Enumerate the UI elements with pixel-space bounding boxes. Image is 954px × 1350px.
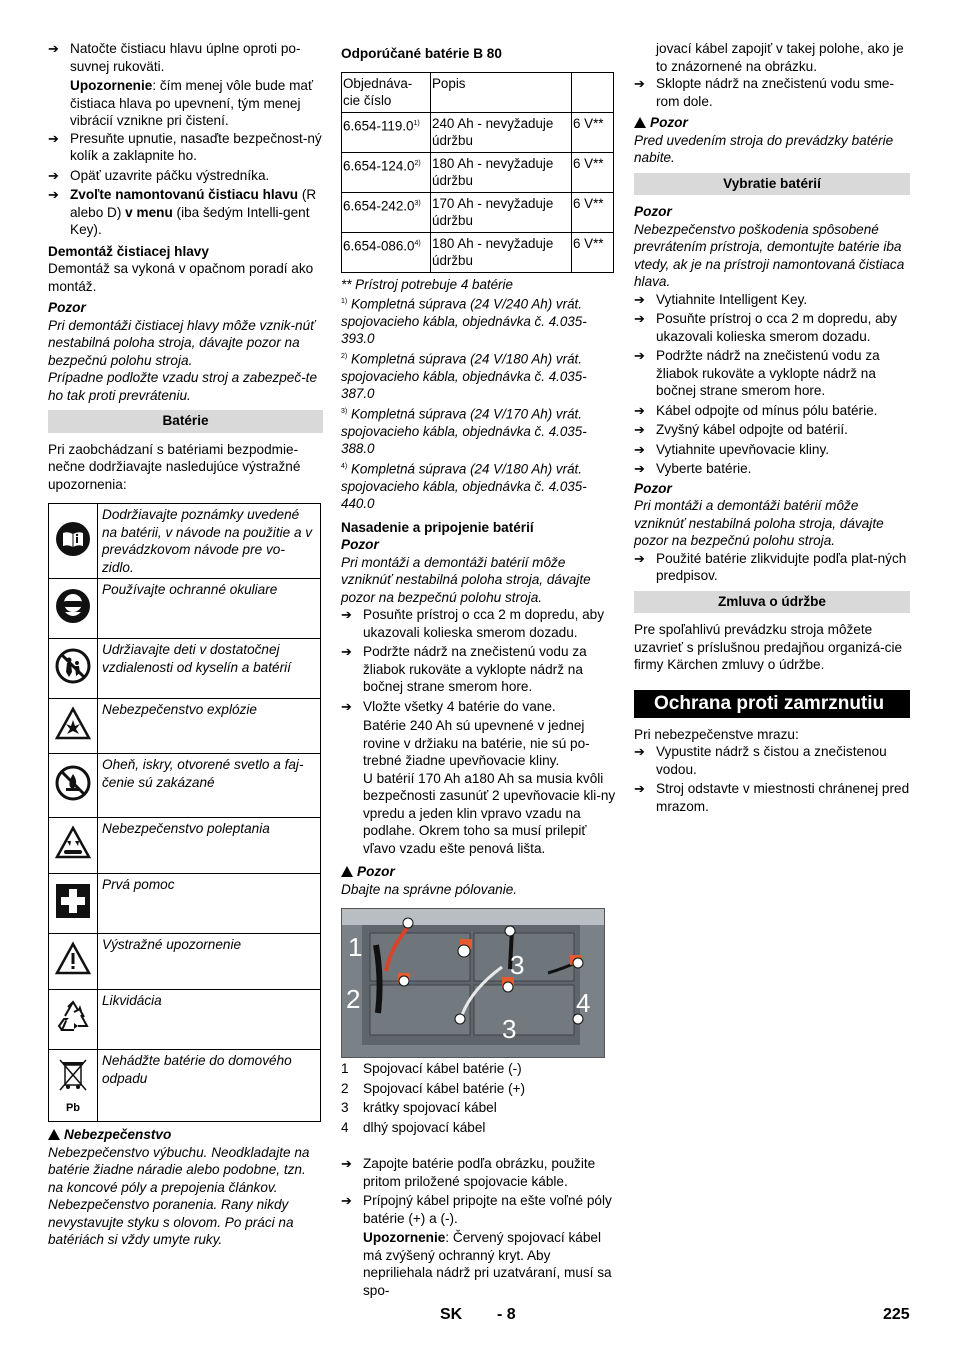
footer-page-number: 225: [883, 1306, 910, 1323]
warning-text: Udržiavajte deti v dostatočnej vzdialenosti od kyselín a batérií: [98, 639, 321, 699]
step: ➔ Použité batérie zlikvidujte podľa plat-ných predpisov.: [634, 550, 907, 583]
paragraph: Pre spoľahlivú prevádzku stroja môžete uzavrieť s príslušnou predajňou organizá-cie firmy Kärchen zmluvy o údržbe.: [634, 622, 903, 672]
section-heading: Odporúčané batérie B 80: [341, 46, 502, 61]
footnote: ** Prístroj potrebuje 4 batérie: [341, 276, 513, 292]
warning-row: [49, 874, 321, 934]
caution-text: Pred uvedením stroja do prevádzky batérie nabite.: [634, 132, 894, 165]
arrow-icon: ➔: [634, 422, 645, 437]
caution-text: Pri montáži a demontáži batérií môže vzniknúť nestabilná poloha stroja, dávajte pozor na bezpečnú polohu stroja.: [634, 498, 884, 548]
manual-icon: [49, 504, 98, 579]
warning-row: [49, 504, 321, 579]
footnote: $^{3)}$ Kompletná súprava (24 V/170 Ah) vrát. spojovacieho kábla, objednávka č. 4.035-388.0: [341, 406, 587, 457]
step: ➔ Prípojný kábel pripojte na ešte voľné póly batérie (+) a (-).: [341, 1193, 612, 1226]
caution-label: Pozor: [634, 480, 672, 496]
legend-item: 2 Spojovací kábel batérie (+): [341, 1080, 526, 1096]
warning-text: Nebezpečenstvo explózie: [98, 699, 321, 754]
section-bar-maintenance: Zmluva o údržbe: [634, 591, 910, 614]
step: ➔ Vyberte batérie.: [634, 461, 752, 476]
step: ➔ Podržte nádrž na znečistenú vodu za žliabok rukoväte a vyklopte nádrž na bočnej strane smerom hore.: [634, 348, 880, 398]
section-bar-batteries: Batérie: [48, 410, 323, 433]
note: Upozornenie: Červený spojovací kábel má zvýšený ochranný kryt. Aby nepriliehala nádrž pri uzatváraní, musí sa spo-: [363, 1230, 612, 1298]
column-3: [634, 40, 910, 817]
arrow-icon: ➔: [341, 698, 352, 714]
table-cell: 6.654-119.0$^{1)}$: [342, 112, 431, 152]
photo-label-3: 3: [510, 950, 525, 981]
arrow-icon: ➔: [634, 550, 645, 566]
step: ➔ Zapojte batérie podľa obrázku, použite pritom priložené spojovacie káble.: [341, 1156, 596, 1189]
caution-text: Prípadne podložte vzadu stroj a zabezpeč-te ho tak proti prevráteniu.: [48, 370, 318, 403]
arrow-icon: ➔: [48, 130, 59, 146]
warning-text: Nehádžte batérie do domového odpadu: [98, 1050, 321, 1122]
step: ➔ Posuňte prístroj o cca 2 m dopredu, aby ukazovali kolieska smerom dozadu.: [341, 607, 605, 640]
table-cell: 170 Ah - nevyžaduje údržbu: [431, 192, 572, 232]
warning-icon: [49, 934, 98, 990]
table-cell: 6 V**: [572, 232, 614, 272]
battery-photo: [341, 908, 605, 1058]
warning-row: [49, 934, 321, 990]
acid-burn-icon: [49, 818, 98, 874]
paragraph: jovací kábel zapojiť v takej polohe, ako je to znázornené na obrázku.: [656, 41, 904, 74]
step: ➔ Opäť uzavrite páčku výstredníka.: [48, 167, 270, 183]
table-cell: 6.654-086.0$^{4)}$: [342, 232, 431, 272]
warning-row: [49, 579, 321, 639]
table-row: [342, 192, 614, 232]
paragraph: Pri nebezpečenstve mrazu:: [634, 726, 799, 742]
table-header-cell: Popis: [431, 72, 572, 112]
table-cell: 180 Ah - nevyžaduje údržbu: [431, 152, 572, 192]
warning-row: [49, 1050, 321, 1122]
caution-label: Pozor: [634, 204, 672, 219]
footer-language: SK: [440, 1306, 463, 1323]
caution-text: Nebezpečenstvo poškodenia spôsobené prevrátením prístroja, demontujte batérie iba vtedy, ak je na prístroji namontovaná čistiaca hlava.: [634, 221, 905, 289]
column-2: [341, 40, 616, 1299]
table-header-cell: [572, 72, 614, 112]
lead-symbol-label: Pb: [65, 1101, 81, 1114]
warning-text: Oheň, iskry, otvorené svetlo a faj-čenie sú zakázané: [98, 754, 321, 818]
chapter-heading: Ochrana proti zamrznutiu: [634, 690, 910, 718]
battery-warnings-table: [48, 503, 321, 1122]
step: ➔ Sklopte nádrž na znečistenú vodu sme-rom dole.: [634, 76, 895, 109]
step: ➔ Podržte nádrž na znečistenú vodu za žliabok rukoväte a vyklopte nádrž na bočnej strane smerom hore.: [341, 644, 587, 695]
first-aid-icon: [49, 874, 98, 934]
explosion-icon: [49, 699, 98, 754]
warning-row: [49, 699, 321, 754]
warning-text: Nebezpečenstvo poleptania: [98, 818, 321, 874]
danger-text: Nebezpečenstvo výbuchu. Neodkladajte na batérie žiadne náradie alebo podobne, tzn. na koncové póly a prepojenia článkov. Nebezpečenstvo poranenia. Rany nikdy nevystavujte styku s olovom. Po práci na batériách si vždy umyte ruky.: [48, 1144, 310, 1247]
arrow-icon: ➔: [341, 1156, 352, 1172]
table-row: [342, 232, 614, 272]
footer-local-page: - 8: [497, 1306, 516, 1323]
step: ➔ Vypustite nádrž s čistou a znečistenou vodou.: [634, 744, 887, 777]
caution-label: Pozor: [634, 114, 910, 132]
arrow-icon: ➔: [341, 607, 352, 623]
paragraph: U batérií 170 Ah a180 Ah sa musia kvôli bezpečnosti zasunúť 2 upevňovacie kli-ny vpredu a jeden klin vpravo vzadu na podlahe. Okrem toho sa musí prilepiť vľavo vzadu ešte penová lišta.: [363, 770, 616, 856]
paragraph: Demontáž sa vykoná v opačnom poradí ako montáž.: [48, 261, 314, 294]
caution-label: Pozor: [341, 863, 616, 881]
table-cell: 6.654-124.0$^{2)}$: [342, 152, 431, 192]
paragraph: Batérie 240 Ah sú upevnené v jednej rovine v držiaku na batérie, nie sú po-trebné žiadne upevňovacie kliny.: [363, 718, 590, 769]
arrow-icon: ➔: [634, 441, 645, 457]
caution-label: Pozor: [341, 537, 379, 553]
footnote: $^{1)}$ Kompletná súprava (24 V/240 Ah) vrát. spojovacieho kábla, objednávka č. 4.035-393.0: [341, 296, 587, 347]
arrow-icon: ➔: [634, 781, 645, 796]
arrow-icon: ➔: [634, 76, 645, 91]
arrow-icon: ➔: [634, 311, 645, 326]
section-heading: Nasadenie a pripojenie batérií: [341, 519, 534, 535]
warning-icon: [341, 866, 353, 877]
table-header-cell: Objednáva-cie číslo: [342, 72, 431, 112]
caution-text: Dbajte na správne pólovanie.: [341, 881, 518, 897]
step: ➔ Presuňte upnutie, nasaďte bezpečnost-ný kolík a zaklapnite ho.: [48, 130, 322, 163]
arrow-icon: ➔: [634, 348, 645, 363]
no-children-icon: [49, 639, 98, 699]
step: ➔ Vložte všetky 4 batérie do vane.: [341, 698, 556, 714]
danger-label: Nebezpečenstvo: [48, 1126, 323, 1144]
warning-text: Likvidácia: [98, 990, 321, 1050]
step: ➔ Vytiahnite upevňovacie kliny.: [634, 441, 830, 457]
warning-icon: [634, 117, 646, 128]
column-1: [48, 40, 323, 1249]
photo-label-4: 4: [576, 988, 591, 1019]
section-heading: Demontáž čistiacej hlavy: [48, 243, 209, 259]
note: Upozornenie: čím menej vôle bude mať čistiaca hlava po upevnení, tým menej vibrácií vznikne pri čistení.: [70, 78, 314, 128]
table-row: [342, 152, 614, 192]
no-household-waste-icon: [49, 1050, 98, 1122]
section-bar-removal: Vybratie batérií: [634, 173, 910, 196]
table-cell: 180 Ah - nevyžaduje údržbu: [431, 232, 572, 272]
caution-text: Pri demontáži čistiacej hlavy môže vznik-núť nestabilná poloha stroja, dávajte pozor na bezpečnú polohu stroja.: [48, 317, 315, 368]
step: ➔ Kábel odpojte od mínus pólu batérie.: [634, 402, 878, 418]
step: ➔ Stroj odstavte v miestnosti chránenej pred mrazom.: [634, 781, 910, 814]
legend-item: 4 dlhý spojovací kábel: [341, 1119, 486, 1135]
arrow-icon: ➔: [634, 402, 645, 418]
legend-item: 1 Spojovací kábel batérie (-): [341, 1061, 522, 1077]
step: ➔ Zvyšný kábel odpojte od batérií.: [634, 422, 848, 437]
paragraph: Pri zaobchádzaní s batériami bezpodmie-nečne dodržiavajte nasledujúce výstražné upozornenia:: [48, 441, 301, 492]
table-cell: 6.654-242.0$^{3)}$: [342, 192, 431, 232]
photo-label-2: 2: [346, 984, 361, 1015]
step: ➔ Natočte čistiacu hlavu úplne oproti po-suvnej rukoväti.: [48, 41, 301, 74]
warning-row: [49, 754, 321, 818]
warning-icon: [48, 1129, 60, 1140]
caution-text: Pri montáži a demontáži batérií môže vzniknúť nestabilná poloha stroja, dávajte pozor na bezpečnú polohu stroja.: [341, 554, 591, 605]
warning-row: [49, 639, 321, 699]
table-row: [342, 112, 614, 152]
recycling-icon: [49, 990, 98, 1050]
battery-table: [341, 72, 614, 273]
table-cell: 6 V**: [572, 152, 614, 192]
warning-row: [49, 818, 321, 874]
warning-text: Používajte ochranné okuliare: [98, 579, 321, 639]
arrow-icon: ➔: [48, 41, 59, 56]
warning-text: Dodržiavajte poznámky uvedené na batérii, v návode na použitie a v prevádzkovom návode pre vo-zidlo.: [98, 504, 321, 579]
goggles-icon: [49, 579, 98, 639]
photo-label-3b: 3: [502, 1014, 517, 1045]
arrow-icon: ➔: [634, 461, 645, 476]
footnote: $^{2)}$ Kompletná súprava (24 V/180 Ah) vrát. spojovacieho kábla, objednávka č. 4.035-387.0: [341, 351, 587, 402]
photo-label-1: 1: [348, 932, 363, 963]
legend-item: 3 krátky spojovací kábel: [341, 1100, 497, 1116]
caution-label: Pozor: [48, 300, 86, 315]
table-cell: 6 V**: [572, 112, 614, 152]
arrow-icon: ➔: [634, 291, 645, 307]
warning-row: [49, 990, 321, 1050]
table-cell: 6 V**: [572, 192, 614, 232]
table-header: [342, 72, 614, 112]
arrow-icon: ➔: [341, 1193, 352, 1209]
arrow-icon: ➔: [341, 644, 352, 660]
arrow-icon: ➔: [48, 187, 59, 202]
arrow-icon: ➔: [634, 744, 645, 759]
step: ➔ Posuňte prístroj o cca 2 m dopredu, aby ukazovali kolieska smerom dozadu.: [634, 311, 898, 344]
footnote: $^{4)}$ Kompletná súprava (24 V/180 Ah) vrát. spojovacieho kábla, objednávka č. 4.035-440.0: [341, 461, 587, 512]
table-cell: 240 Ah - nevyžaduje údržbu: [431, 112, 572, 152]
step: ➔ Zvoľte namontovanú čistiacu hlavu (R alebo D) v menu (iba šedým Intelli-gent Key).: [48, 187, 317, 237]
no-fire-icon: [49, 754, 98, 818]
step: ➔ Vytiahnite Intelligent Key.: [634, 291, 808, 307]
warning-text: Prvá pomoc: [98, 874, 321, 934]
warning-text: Výstražné upozornenie: [98, 934, 321, 990]
arrow-icon: ➔: [48, 167, 59, 183]
